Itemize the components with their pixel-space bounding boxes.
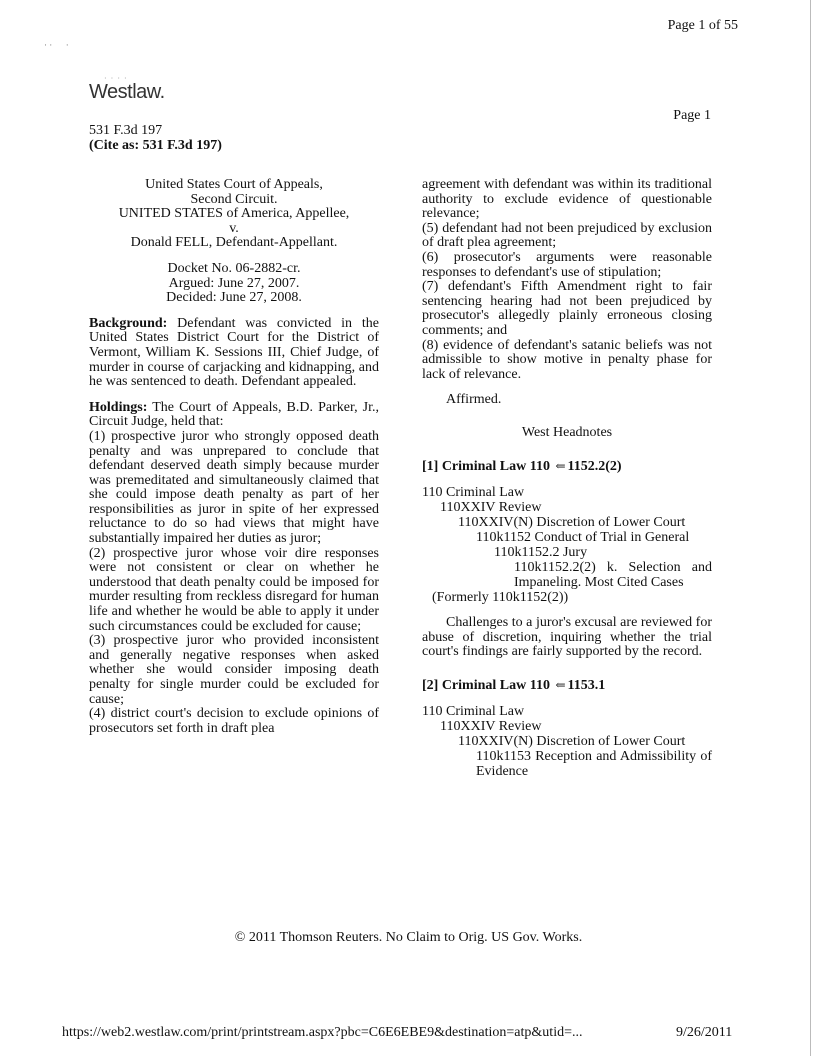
westlaw-logo: Westlaw.	[89, 81, 165, 103]
background-label: Background:	[89, 315, 168, 331]
headnote-text: Challenges to a juror's excusal are reviewed for abuse of discretion, inquiring whether the trial court's findings are fairly supported by the record.	[422, 615, 712, 660]
docket-number: Docket No. 06-2882-cr.	[167, 260, 301, 276]
copyright-notice: © 2011 Thomson Reuters. No Claim to Orig. US Gov. Works.	[234, 930, 583, 945]
right-column	[422, 178, 712, 779]
scan-marks: · · ·	[44, 40, 69, 50]
background-text: Defendant was convicted in the United States District Court for the District of Vermont, William K. Sessions III, Chief Judge, of murder in course of carjacking and kidnapping, and he was sentenced to death. Defendant appealed.	[89, 315, 379, 390]
headnote-title: [2] Criminal Law 110 ⇐ 1153.1	[422, 677, 606, 693]
cite-as: (Cite as: 531 F.3d 197)	[89, 138, 222, 153]
print-date: 9/26/2011	[676, 1025, 733, 1040]
key-number-icon: ⇐	[555, 677, 566, 692]
citation-block	[89, 123, 222, 153]
page-label: Page 1	[673, 108, 711, 123]
west-headnotes-title: West Headnotes	[521, 424, 613, 440]
appellant: Donald FELL, Defendant-Appellant.	[130, 235, 338, 251]
print-url: https://web2.westlaw.com/print/printstream.aspx?pbc=C6E6EBE9&destination=atp&utid=...	[62, 1025, 583, 1040]
key-number-icon: ⇐	[555, 458, 566, 473]
headnote-title: [1] Criminal Law 110 ⇐ 1152.2(2)	[422, 458, 622, 474]
holding-item: (3) prospective juror who provided inconsistent and generally negative responses when asked whether she would consider imposing death penalty for single murder could be excluded for cause;	[89, 633, 379, 707]
holding-item: (1) prospective juror who strongly opposed death penalty and was unprepared to conclude that defendant deserved death simply because murder was premeditated and simultaneously claimed that she could impose death penalty as part of her responsibilities as juror in spite of her expressed reluctance to do so had views that might have substantially impaired her duties as juror;	[89, 428, 379, 547]
holding-item-continued: agreement with defendant was within its traditional authority to exclude evidence of questionable relevance;	[422, 177, 712, 222]
appellee: UNITED STATES of America, Appellee,	[118, 206, 350, 222]
disposition: Affirmed.	[446, 392, 502, 408]
circuit-name: Second Circuit.	[190, 191, 278, 207]
versus: v.	[229, 220, 239, 236]
logo-dots: · · · ·	[104, 74, 128, 83]
background-paragraph	[89, 317, 379, 390]
left-column	[89, 178, 379, 736]
case-caption	[89, 178, 379, 306]
page-of-count: Page 1 of 55	[667, 18, 738, 33]
court-name: United States Court of Appeals,	[145, 177, 323, 192]
holding-item: (5) defendant had not been prejudiced by exclusion of draft plea agreement;	[422, 220, 712, 251]
holding-item: (2) prospective juror whose voir dire responses were not consistent or clear on whether he understood that death penalty could be imposed for murder resulting from reckless disregard for human life and whether he would be able to apply it under such circumstances could be excluded for cause;	[89, 545, 379, 634]
holdings-intro: Holdings: The Court of Appeals, B.D. Parker, Jr., Circuit Judge, held that:	[89, 399, 380, 430]
holding-item: (8) evidence of defendant's satanic beliefs was not admissible to show motive in penalty phase for lack of relevance.	[422, 337, 712, 382]
reporter-citation: 531 F.3d 197	[89, 123, 163, 138]
holding-item: (6) prosecutor's arguments were reasonable responses to defendant's use of stipulation;	[422, 249, 712, 280]
headnote-classification: 110 Criminal Law 110XXIV Review 110XXIV(N) Discretion of Lower Court 110k1153 Reception and Admissibility of Evidence	[422, 704, 712, 780]
headnote-classification: 110 Criminal Law 110XXIV Review 110XXIV(N) Discretion of Lower Court 110k1152 Conduct of Trial in General 110k1152.2 Jury 110k1152.2(2) k. Selection and Impaneling. Most Cited Cases (Formerly 110k1152(2))	[422, 485, 712, 606]
page-edge	[810, 0, 811, 1056]
holding-item: (7) defendant's Fifth Amendment right to fair sentencing hearing had not been prejudiced by prosecutor's allegedly plainly erroneous closing comments; and	[422, 279, 712, 338]
holdings-label: Holdings:	[89, 399, 148, 415]
argued-date: Argued: June 27, 2007.	[168, 275, 300, 291]
holding-item-part: (4) district court's decision to exclude opinions of prosecutors set forth in draft plea	[89, 706, 379, 736]
decided-date: Decided: June 27, 2008.	[166, 290, 302, 306]
